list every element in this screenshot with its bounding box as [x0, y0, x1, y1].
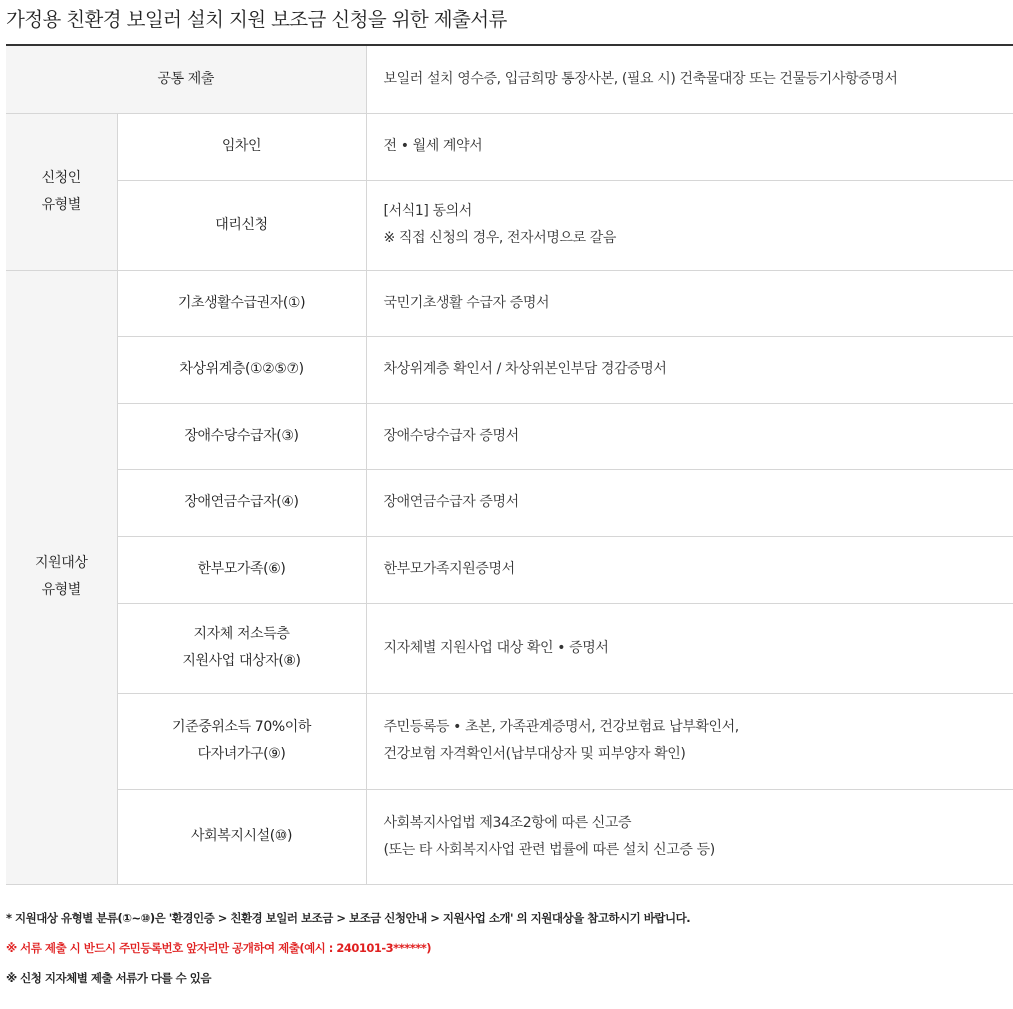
row-value-line: [서식1] 동의서 [383, 203, 472, 219]
row-label-line: 차상위계층(①②⑤⑦) [179, 361, 304, 377]
row-label-line: 장애연금수급자(④) [184, 494, 299, 510]
row-label-line: 기초생활수급권자(①) [177, 294, 306, 311]
note-classification-reference: * 지원대상 유형별 분류(①~⑩)은 '환경인증 > 친환경 보일러 보조금 > 보조금 신청안내 > 지원사업 소개' 의 지원대상을 참고하시기 바랍니다. [6, 911, 691, 925]
table-row [6, 693, 1013, 789]
row-value-line: 차상위계층 확인서 / 차상위본인부담 경감증명서 [383, 361, 667, 377]
row-value-line: 지자체별 지원사업 대상 확인 • 증명서 [383, 639, 609, 656]
row-value [366, 693, 1013, 789]
table-row [6, 403, 1013, 469]
applicant-group-label-line1: 신청인 [41, 169, 81, 186]
row-value [366, 403, 1013, 469]
table-row [6, 469, 1013, 536]
target-group-label [6, 270, 117, 884]
row-label-tenant: 임차인 [117, 113, 366, 180]
table-row [6, 536, 1013, 603]
row-label [117, 469, 366, 536]
page-title: 가정용 친환경 보일러 설치 지원 보조금 신청을 위한 제출서류 [6, 8, 507, 31]
row-label-line: 장애수당수급자(③) [184, 427, 299, 444]
row-value [366, 603, 1013, 693]
table-row [6, 270, 1013, 336]
row-value-proxy [366, 180, 1013, 270]
common-label: 공통 제출 [6, 46, 366, 113]
row-label [117, 693, 366, 789]
row-value-line: 장애연금수급자 증명서 [383, 494, 519, 510]
row-label-proxy: 대리신청 [117, 180, 366, 270]
row-value [366, 789, 1013, 884]
note-id-number-warning: ※ 서류 제출 시 반드시 주민등록번호 앞자리만 공개하여 제출(예시 : 240101-3******) [6, 941, 432, 955]
row-value-line: 주민등록등 • 초본, 가족관계증명서, 건강보험료 납부확인서, [383, 719, 739, 735]
row-label [117, 603, 366, 693]
row-value-line: 사회복지사업법 제34조2항에 따른 신고증 [383, 814, 632, 831]
table-row [6, 336, 1013, 403]
target-group-label-line2: 유형별 [41, 582, 81, 598]
row-value-tenant [366, 113, 1013, 180]
row-value-line: 한부모가족지원증명서 [383, 561, 515, 577]
row-value-line: (또는 타 사회복지사업 관련 법률에 따른 설치 신고증 등) [383, 841, 715, 858]
row-label [117, 536, 366, 603]
row-value [366, 336, 1013, 403]
row-value [366, 469, 1013, 536]
row-label [117, 270, 366, 336]
target-group-label-line1: 지원대상 [35, 555, 88, 571]
row-label [117, 789, 366, 884]
row-value [366, 270, 1013, 336]
table-row [6, 180, 1013, 270]
row-value-line: 건강보험 자격확인서(납부대상자 및 피부양자 확인) [383, 746, 686, 762]
note-local-variation: ※ 신청 지자체별 제출 서류가 다를 수 있음 [6, 971, 211, 985]
row-label [117, 403, 366, 469]
table-row [6, 789, 1013, 884]
row-label-line: 기준중위소득 70%이하 [172, 719, 311, 735]
applicant-group-label-line2: 유형별 [41, 196, 81, 213]
applicant-group-label [6, 113, 117, 270]
table-row [6, 603, 1013, 693]
row-value-line: ※ 직접 신청의 경우, 전자서명으로 갈음 [383, 230, 617, 246]
table-row [6, 113, 1013, 180]
row-label-line: 지원사업 대상자(⑧) [182, 653, 301, 669]
table-row-common [6, 46, 1013, 113]
row-value-line: 국민기초생활 수급자 증명서 [383, 294, 550, 311]
row-label [117, 336, 366, 403]
row-value-line: 전 • 월세 계약서 [383, 138, 483, 154]
documents-table [6, 46, 1013, 885]
common-value: 보일러 설치 영수증, 입금희망 통장사본, (필요 시) 건축물대장 또는 건물등기사항증명서 [366, 46, 1013, 113]
row-value-line: 장애수당수급자 증명서 [383, 427, 519, 444]
row-value [366, 536, 1013, 603]
row-label-line: 지자체 저소득층 [193, 626, 290, 642]
row-label-line: 한부모가족(⑥) [197, 561, 286, 577]
row-label-line: 다자녀가구(⑨) [197, 746, 286, 762]
notes [6, 910, 1006, 986]
row-label-line: 사회복지시설(⑩) [190, 828, 293, 844]
